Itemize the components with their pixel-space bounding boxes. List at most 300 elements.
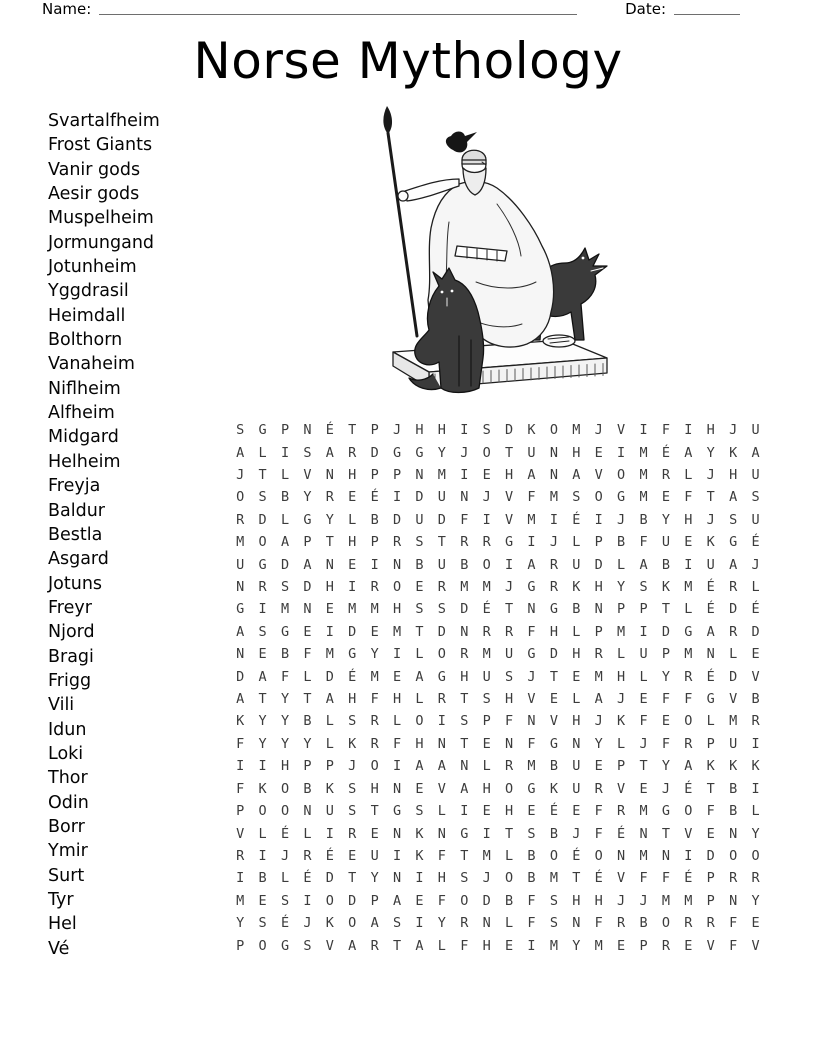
grid-letter: J bbox=[482, 870, 491, 887]
grid-letter: L bbox=[617, 646, 626, 663]
grid-letter: M bbox=[684, 646, 693, 663]
grid-letter: U bbox=[661, 534, 670, 551]
grid-letter: E bbox=[303, 623, 312, 640]
grid-letter: I bbox=[460, 422, 469, 439]
word-list-item: Njord bbox=[48, 622, 95, 643]
grid-letter: P bbox=[303, 534, 312, 551]
grid-letter: I bbox=[348, 579, 357, 596]
grid-letter: M bbox=[348, 601, 357, 618]
grid-letter: L bbox=[505, 915, 514, 932]
grid-letter: I bbox=[415, 870, 424, 887]
grid-letter: E bbox=[639, 691, 648, 708]
word-list-item: Jotuns bbox=[48, 573, 103, 594]
grid-letter: P bbox=[370, 467, 379, 484]
grid-letter: J bbox=[729, 422, 738, 439]
grid-letter: Y bbox=[617, 579, 626, 596]
grid-letter: H bbox=[437, 422, 446, 439]
grid-letter: R bbox=[370, 937, 379, 954]
grid-letter: O bbox=[549, 847, 558, 864]
grid-letter: É bbox=[751, 601, 760, 618]
grid-letter: K bbox=[325, 780, 334, 797]
grid-letter: E bbox=[751, 646, 760, 663]
grid-letter: D bbox=[482, 892, 491, 909]
grid-letter: G bbox=[258, 556, 267, 573]
grid-letter: Y bbox=[594, 735, 603, 752]
grid-letter: Y bbox=[325, 511, 334, 528]
grid-letter: J bbox=[706, 511, 715, 528]
word-list-item: Vili bbox=[48, 695, 75, 716]
grid-letter: B bbox=[661, 556, 670, 573]
header bbox=[42, 0, 740, 20]
grid-letter: J bbox=[527, 668, 536, 685]
grid-letter: H bbox=[392, 601, 402, 618]
grid-letter: J bbox=[594, 422, 603, 439]
grid-letter: L bbox=[505, 847, 514, 864]
grid-letter: K bbox=[706, 534, 715, 551]
grid-letter: N bbox=[729, 892, 738, 909]
grid-letter: O bbox=[684, 803, 693, 820]
word-list-item: Freyja bbox=[48, 476, 101, 497]
grid-letter: O bbox=[280, 780, 290, 797]
grid-letter: Y bbox=[370, 646, 379, 663]
grid-letter: A bbox=[236, 623, 245, 640]
grid-letter: J bbox=[392, 422, 402, 439]
grid-letter: Y bbox=[258, 735, 267, 752]
grid-letter: T bbox=[505, 601, 514, 618]
grid-letter: G bbox=[527, 780, 536, 797]
grid-letter: V bbox=[437, 780, 446, 797]
grid-letter: I bbox=[236, 758, 245, 775]
grid-letter: M bbox=[639, 847, 648, 864]
grid-letter: E bbox=[348, 556, 357, 573]
date-label: Date: bbox=[625, 0, 666, 18]
grid-letter: N bbox=[303, 601, 312, 618]
grid-letter: I bbox=[325, 825, 334, 842]
grid-letter: E bbox=[549, 691, 558, 708]
grid-letter: N bbox=[639, 825, 648, 842]
grid-letter: U bbox=[751, 467, 760, 484]
grid-letter: A bbox=[751, 444, 760, 461]
grid-letter: I bbox=[280, 444, 290, 461]
grid-letter: P bbox=[392, 467, 402, 484]
grid-letter: I bbox=[684, 556, 693, 573]
grid-letter: H bbox=[370, 780, 379, 797]
grid-letter: H bbox=[460, 668, 469, 685]
grid-letter: F bbox=[527, 915, 536, 932]
grid-letter: J bbox=[505, 579, 514, 596]
grid-letter: R bbox=[437, 579, 446, 596]
grid-letter: E bbox=[527, 803, 536, 820]
grid-letter: V bbox=[303, 467, 312, 484]
grid-letter: V bbox=[549, 713, 558, 730]
grid-letter: P bbox=[236, 937, 245, 954]
grid-letter: D bbox=[706, 847, 715, 864]
word-list-item: Ymir bbox=[48, 841, 88, 862]
grid-letter: I bbox=[751, 780, 760, 797]
grid-letter: D bbox=[729, 668, 738, 685]
grid-letter: I bbox=[392, 489, 402, 506]
grid-letter: J bbox=[236, 467, 245, 484]
grid-letter: L bbox=[303, 825, 312, 842]
grid-letter: N bbox=[236, 646, 245, 663]
grid-letter: N bbox=[460, 623, 469, 640]
grid-letter: L bbox=[348, 511, 357, 528]
grid-letter: P bbox=[594, 534, 603, 551]
grid-letter: P bbox=[325, 758, 334, 775]
grid-letter: D bbox=[505, 422, 514, 439]
grid-letter: A bbox=[684, 444, 693, 461]
grid-letter: K bbox=[661, 579, 670, 596]
word-list-item: Yggdrasil bbox=[48, 281, 129, 302]
grid-letter: P bbox=[706, 735, 715, 752]
word-list-item: Surt bbox=[48, 865, 85, 886]
grid-letter: K bbox=[751, 758, 760, 775]
grid-letter: Y bbox=[236, 915, 245, 932]
grid-letter: H bbox=[617, 668, 626, 685]
grid-letter: N bbox=[303, 803, 312, 820]
grid-letter: P bbox=[370, 534, 379, 551]
word-list-item: Tyr bbox=[48, 890, 74, 910]
grid-letter: G bbox=[505, 534, 514, 551]
grid-letter: G bbox=[460, 825, 469, 842]
grid-letter: U bbox=[572, 556, 581, 573]
grid-letter: S bbox=[348, 713, 357, 730]
grid-letter: D bbox=[594, 556, 603, 573]
grid-letter: L bbox=[639, 668, 648, 685]
grid-letter: T bbox=[706, 780, 715, 797]
grid-letter: E bbox=[505, 937, 514, 954]
grid-letter: M bbox=[236, 534, 245, 551]
grid-letter: A bbox=[325, 691, 334, 708]
grid-letter: N bbox=[415, 467, 424, 484]
grid-letter: A bbox=[706, 623, 715, 640]
grid-letter: D bbox=[325, 870, 334, 887]
grid-letter: E bbox=[415, 579, 424, 596]
grid-letter: P bbox=[639, 601, 648, 618]
grid-letter: K bbox=[325, 915, 334, 932]
grid-letter: T bbox=[392, 937, 402, 954]
grid-letter: R bbox=[729, 623, 738, 640]
word-list-item: Asgard bbox=[48, 549, 109, 570]
grid-letter: M bbox=[639, 803, 648, 820]
word-list-item: Vanaheim bbox=[48, 354, 135, 375]
grid-letter: U bbox=[482, 668, 491, 685]
grid-letter: I bbox=[258, 847, 267, 864]
grid-letter: O bbox=[549, 422, 558, 439]
grid-letter: V bbox=[505, 511, 514, 528]
grid-letter: U bbox=[572, 780, 581, 797]
grid-letter: F bbox=[392, 735, 402, 752]
grid-letter: L bbox=[280, 870, 290, 887]
grid-letter: O bbox=[505, 870, 514, 887]
grid-letter: R bbox=[617, 803, 626, 820]
grid-letter: F bbox=[437, 847, 446, 864]
grid-letter: Y bbox=[258, 713, 267, 730]
grid-letter: A bbox=[236, 444, 245, 461]
grid-letter: R bbox=[729, 579, 738, 596]
grid-letter: O bbox=[661, 915, 670, 932]
grid-letter: N bbox=[661, 847, 670, 864]
grid-letter: I bbox=[258, 601, 267, 618]
word-list-item: Baldur bbox=[48, 500, 105, 521]
grid-letter: G bbox=[280, 937, 290, 954]
grid-letter: R bbox=[661, 467, 670, 484]
grid-letter: M bbox=[661, 892, 670, 909]
grid-letter: H bbox=[415, 735, 424, 752]
grid-letter: L bbox=[415, 646, 424, 663]
grid-letter: K bbox=[729, 444, 738, 461]
grid-letter: R bbox=[460, 534, 469, 551]
grid-letter: Y bbox=[661, 668, 670, 685]
grid-letter: É bbox=[706, 601, 715, 618]
grid-letter: O bbox=[258, 803, 267, 820]
grid-letter: N bbox=[460, 489, 469, 506]
grid-letter: D bbox=[348, 623, 357, 640]
grid-letter: G bbox=[549, 735, 558, 752]
word-list-item: Freyr bbox=[48, 597, 92, 618]
grid-letter: P bbox=[706, 892, 715, 909]
grid-letter: I bbox=[303, 892, 312, 909]
grid-letter: U bbox=[751, 511, 760, 528]
grid-letter: B bbox=[639, 915, 648, 932]
grid-letter: I bbox=[751, 735, 760, 752]
word-list-item: Idun bbox=[48, 719, 87, 740]
grid-letter: D bbox=[392, 511, 402, 528]
grid-letter: N bbox=[392, 870, 402, 887]
grid-letter: L bbox=[482, 758, 491, 775]
grid-letter: M bbox=[527, 511, 536, 528]
grid-letter: I bbox=[437, 713, 446, 730]
grid-letter: E bbox=[661, 713, 670, 730]
grid-letter: E bbox=[258, 892, 267, 909]
grid-letter: K bbox=[549, 780, 558, 797]
grid-letter: A bbox=[729, 489, 738, 506]
grid-letter: Y bbox=[751, 825, 760, 842]
grid-letter: J bbox=[460, 444, 469, 461]
grid-letter: J bbox=[303, 915, 312, 932]
grid-letter: É bbox=[482, 601, 491, 618]
grid-letter: S bbox=[303, 937, 312, 954]
grid-letter: E bbox=[325, 601, 334, 618]
grid-letter: J bbox=[594, 713, 603, 730]
grid-letter: T bbox=[348, 870, 357, 887]
grid-letter: S bbox=[460, 870, 469, 887]
grid-letter: E bbox=[751, 915, 760, 932]
grid-letter: N bbox=[572, 735, 581, 752]
grid-letter: E bbox=[661, 489, 670, 506]
grid-letter: F bbox=[594, 825, 603, 842]
grid-letter: P bbox=[617, 601, 626, 618]
grid-letter: S bbox=[415, 803, 424, 820]
grid-letter: I bbox=[527, 937, 536, 954]
grid-letter: I bbox=[460, 467, 469, 484]
grid-letter: O bbox=[280, 803, 290, 820]
grid-letter: H bbox=[706, 422, 715, 439]
grid-letter: É bbox=[549, 803, 558, 820]
grid-letter: K bbox=[258, 780, 267, 797]
grid-letter: B bbox=[572, 601, 581, 618]
grid-letter: F bbox=[527, 892, 536, 909]
grid-letter: M bbox=[437, 467, 446, 484]
word-list-item: Vanir gods bbox=[48, 159, 141, 180]
grid-letter: I bbox=[460, 803, 469, 820]
grid-letter: B bbox=[258, 870, 267, 887]
grid-letter: F bbox=[684, 489, 693, 506]
grid-letter: D bbox=[549, 646, 558, 663]
grid-letter: D bbox=[437, 623, 446, 640]
grid-letter: R bbox=[549, 579, 558, 596]
grid-letter: B bbox=[280, 646, 290, 663]
grid-letter: J bbox=[617, 691, 626, 708]
grid-letter: U bbox=[370, 847, 379, 864]
grid-letter: L bbox=[437, 937, 446, 954]
grid-letter: D bbox=[437, 511, 446, 528]
grid-letter: S bbox=[415, 601, 424, 618]
grid-letter: R bbox=[325, 489, 334, 506]
grid-letter: Y bbox=[706, 444, 715, 461]
grid-letter: V bbox=[594, 467, 603, 484]
grid-letter: O bbox=[258, 937, 267, 954]
grid-letter: O bbox=[325, 892, 334, 909]
grid-letter: T bbox=[370, 803, 379, 820]
grid-letter: A bbox=[280, 534, 290, 551]
grid-letter: Y bbox=[437, 444, 446, 461]
grid-letter: T bbox=[661, 601, 670, 618]
grid-letter: Y bbox=[751, 892, 760, 909]
grid-letter: U bbox=[236, 556, 245, 573]
grid-letter: R bbox=[258, 579, 267, 596]
word-list-item: Jotunheim bbox=[48, 257, 137, 278]
grid-letter: R bbox=[751, 870, 760, 887]
grid-letter: D bbox=[258, 511, 267, 528]
grid-letter: V bbox=[706, 937, 715, 954]
grid-letter: B bbox=[370, 511, 379, 528]
grid-letter: É bbox=[325, 422, 334, 439]
grid-letter: T bbox=[258, 467, 267, 484]
grid-letter: B bbox=[549, 825, 558, 842]
grid-letter: G bbox=[527, 646, 536, 663]
grid-letter: L bbox=[751, 579, 760, 596]
grid-letter: Y bbox=[303, 735, 312, 752]
grid-letter: M bbox=[482, 646, 491, 663]
grid-letter: P bbox=[280, 422, 290, 439]
grid-letter: A bbox=[639, 556, 648, 573]
grid-letter: D bbox=[348, 892, 357, 909]
grid-letter: P bbox=[482, 713, 491, 730]
grid-letter: H bbox=[482, 780, 491, 797]
grid-letter: G bbox=[392, 444, 402, 461]
grid-letter: V bbox=[527, 691, 536, 708]
grid-letter: R bbox=[370, 713, 379, 730]
grid-letter: I bbox=[684, 422, 693, 439]
grid-letter: O bbox=[415, 713, 424, 730]
grid-letter: I bbox=[505, 556, 514, 573]
grid-letter: D bbox=[303, 579, 312, 596]
grid-letter: L bbox=[751, 803, 760, 820]
grid-letter: N bbox=[437, 825, 446, 842]
grid-letter: D bbox=[325, 668, 334, 685]
grid-letter: N bbox=[437, 735, 446, 752]
grid-letter: U bbox=[639, 646, 648, 663]
word-list-item: Vé bbox=[48, 938, 70, 959]
grid-letter: R bbox=[684, 668, 693, 685]
grid-letter: P bbox=[706, 870, 715, 887]
grid-letter: A bbox=[572, 467, 581, 484]
grid-letter: T bbox=[505, 444, 514, 461]
grid-letter: L bbox=[572, 534, 581, 551]
grid-letter: J bbox=[482, 489, 491, 506]
grid-letter: F bbox=[661, 691, 670, 708]
grid-letter: I bbox=[392, 847, 402, 864]
grid-letter: M bbox=[617, 623, 626, 640]
grid-letter: M bbox=[460, 579, 469, 596]
grid-letter: O bbox=[437, 646, 446, 663]
grid-letter: J bbox=[661, 780, 670, 797]
grid-letter: I bbox=[325, 623, 334, 640]
grid-letter: H bbox=[482, 937, 491, 954]
grid-letter: F bbox=[460, 937, 469, 954]
grid-letter: É bbox=[280, 825, 290, 842]
grid-letter: É bbox=[617, 825, 626, 842]
grid-letter: G bbox=[729, 534, 738, 551]
grid-letter: G bbox=[684, 623, 693, 640]
grid-letter: B bbox=[751, 691, 760, 708]
grid-letter: K bbox=[415, 847, 424, 864]
grid-letter: O bbox=[617, 467, 626, 484]
grid-letter: U bbox=[437, 489, 446, 506]
grid-letter: N bbox=[594, 601, 603, 618]
word-list-item: Hel bbox=[48, 914, 77, 935]
grid-letter: L bbox=[258, 825, 267, 842]
grid-letter: A bbox=[684, 758, 693, 775]
grid-letter: D bbox=[236, 668, 245, 685]
odin-engraving-icon bbox=[379, 100, 613, 400]
grid-letter: S bbox=[729, 511, 738, 528]
grid-letter: R bbox=[505, 623, 514, 640]
grid-letter: É bbox=[684, 780, 693, 797]
grid-letter: A bbox=[258, 668, 267, 685]
grid-letter: J bbox=[348, 758, 357, 775]
grid-letter: S bbox=[505, 668, 514, 685]
grid-letter: K bbox=[527, 422, 536, 439]
grid-letter: N bbox=[236, 579, 245, 596]
grid-letter: R bbox=[303, 847, 312, 864]
grid-letter: S bbox=[348, 780, 357, 797]
grid-letter: K bbox=[706, 758, 715, 775]
raven-shape bbox=[446, 132, 477, 153]
grid-letter: É bbox=[706, 668, 715, 685]
grid-letter: P bbox=[370, 892, 379, 909]
grid-letter: R bbox=[505, 758, 514, 775]
grid-letter: U bbox=[706, 556, 715, 573]
date-blank-line bbox=[674, 0, 740, 15]
grid-letter: T bbox=[437, 534, 446, 551]
grid-letter: L bbox=[303, 668, 312, 685]
grid-letter: R bbox=[661, 937, 670, 954]
grid-letter: G bbox=[706, 691, 715, 708]
grid-letter: H bbox=[684, 511, 693, 528]
grid-letter: E bbox=[639, 780, 648, 797]
grid-letter: R bbox=[392, 534, 402, 551]
grid-letter: S bbox=[460, 713, 469, 730]
word-list-item: Alfheim bbox=[48, 403, 115, 424]
word-list-item: Loki bbox=[48, 743, 84, 764]
grid-letter: J bbox=[617, 511, 626, 528]
grid-letter: L bbox=[415, 691, 424, 708]
grid-letter: G bbox=[437, 668, 446, 685]
grid-letter: N bbox=[460, 758, 469, 775]
grid-letter: O bbox=[594, 847, 603, 864]
